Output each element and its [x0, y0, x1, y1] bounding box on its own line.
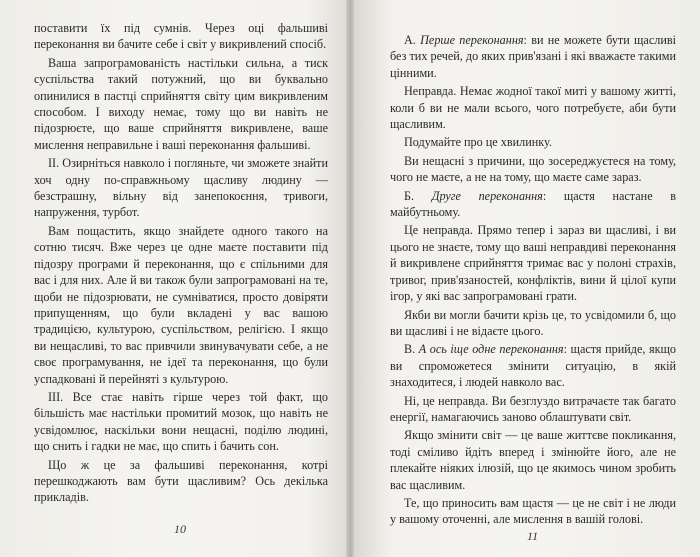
paragraph-text: Те, що приносить вам щастя — це не світ і не люди у вашому оточенні, але мислення в вашій голові.	[390, 495, 676, 527]
paragraph-text: Якби ви могли бачити крізь це, то усвідомили б, що ви щасливі і не відаєте цього.	[390, 307, 676, 338]
paragraph-text: : ви не можете бути щасливі без тих речей, до яких прив'язані і які вважаєте такими цінними.	[390, 33, 676, 80]
paragraph	[390, 495, 676, 528]
paragraph	[390, 307, 676, 340]
paragraph-text: : щастя настане в майбутньому.	[390, 188, 677, 220]
paragraph	[390, 341, 676, 390]
paragraph-marker: А.	[404, 33, 421, 47]
emphasis: Перше переконання	[420, 33, 524, 47]
paragraph: II. Озирніться навколо і погляньте, чи зможете знайти хоч одну по-справжньому щасливу людину — безстрашну, вільну від занепокоєння, тривоги, напруження, турбот.	[34, 156, 328, 220]
paragraph: поставити їх під сумнів. Через оці фальшиві переконання ви бачите себе і світ у викривлений спосіб.	[34, 21, 328, 52]
paragraph: Що ж це за фальшиві переконання, котрі перешкоджають вам бути щасливим? Ось декілька прикладів.	[34, 457, 328, 505]
paragraph-marker: Б.	[404, 188, 432, 203]
paragraph	[390, 188, 676, 221]
paragraph-text: Якщо змінити світ — це ваше життєве покликання, тоді сміливо йдіть вперед і змінюйте його, але не плекайте ніяких ілюзій, що це якимось чином зробить вас щасливим.	[390, 428, 676, 492]
emphasis: А ось іще одне переконання	[418, 342, 564, 357]
emphasis: Друге переконання	[431, 188, 543, 203]
paragraph-text: : щастя прийде, якщо ви спроможетеся змінити ситуацію, в якій знаходитеся, і людей навколо вас.	[390, 342, 676, 390]
page-number: 11	[527, 529, 539, 543]
paragraph	[390, 393, 676, 426]
paragraph	[390, 83, 676, 132]
page-number: 10	[174, 522, 186, 536]
paragraph-text: Це неправда. Прямо тепер і зараз ви щасливі, і ви цього не знаєте, тому що ваші неправдиві переконання й викривлене сприйняття тримає вас у полоні страхів, тривог, прив'язаностей, конфліктів, вини й цілої купи ігор, у які вас запрограмовані грати.	[390, 223, 676, 304]
paragraph: Ваша запрограмованість настільки сильна, а тиск суспільства такий потужний, що ви буквально опинилися в пастці сприйняття світу цим викривленим способом. І виходу немає, тому що ви навіть не підозрюєте, що ваше сприйняття викривлене, ваше мислення неправильне і ваші переконання фальшиві.	[34, 55, 328, 152]
paragraph: III. Все стає навіть гірше через той факт, що більшість має настільки промитий мозок, що навіть не усвідомлює, наскільки вони нещасні, поділю людині, що снить і гадки не має, що спить і бачить сон.	[34, 389, 328, 454]
paragraph	[390, 427, 676, 493]
paragraph-text: Ні, це неправда. Ви безглуздо витрачаєте так багато енергії, намагаючись заново облаштувати світ.	[390, 393, 676, 424]
paragraph-marker: В.	[404, 342, 419, 357]
paragraph	[390, 134, 676, 150]
paragraph	[390, 153, 676, 186]
paragraph-text: Неправда. Немає жодної такої миті у вашому житті, коли б ви не мали всього, чого потребуєте, аби бути щасливим.	[390, 84, 676, 132]
paragraph-text: Ви нещасні з причини, що зосереджуєтеся на тому, чого не маєте, а не на тому, що маєте саме зараз.	[390, 153, 676, 185]
paragraph-text: Подумайте про це хвилинку.	[404, 135, 552, 150]
right-page	[350, 0, 700, 557]
paragraph	[390, 222, 676, 304]
paragraph	[390, 32, 676, 81]
paragraph: Вам пощастить, якщо знайдете одного такого на сотню тисяч. Вже через це одне маєте поставити під підозру програми й переконання, що є спільними для вас і для них. Але й ви також були запрограмовані на те, щоби не підозрювати, не сумніватися, просто довіряти припущенням, що були вкладені у вас вашою традицією, культурою, суспільством, релігією. І якщо ви нещасливі, то вас привчили звинувачувати себе, а не своє програмування, не ідеї та переконання, що були успадковані й перейняті з культурою.	[34, 223, 328, 386]
